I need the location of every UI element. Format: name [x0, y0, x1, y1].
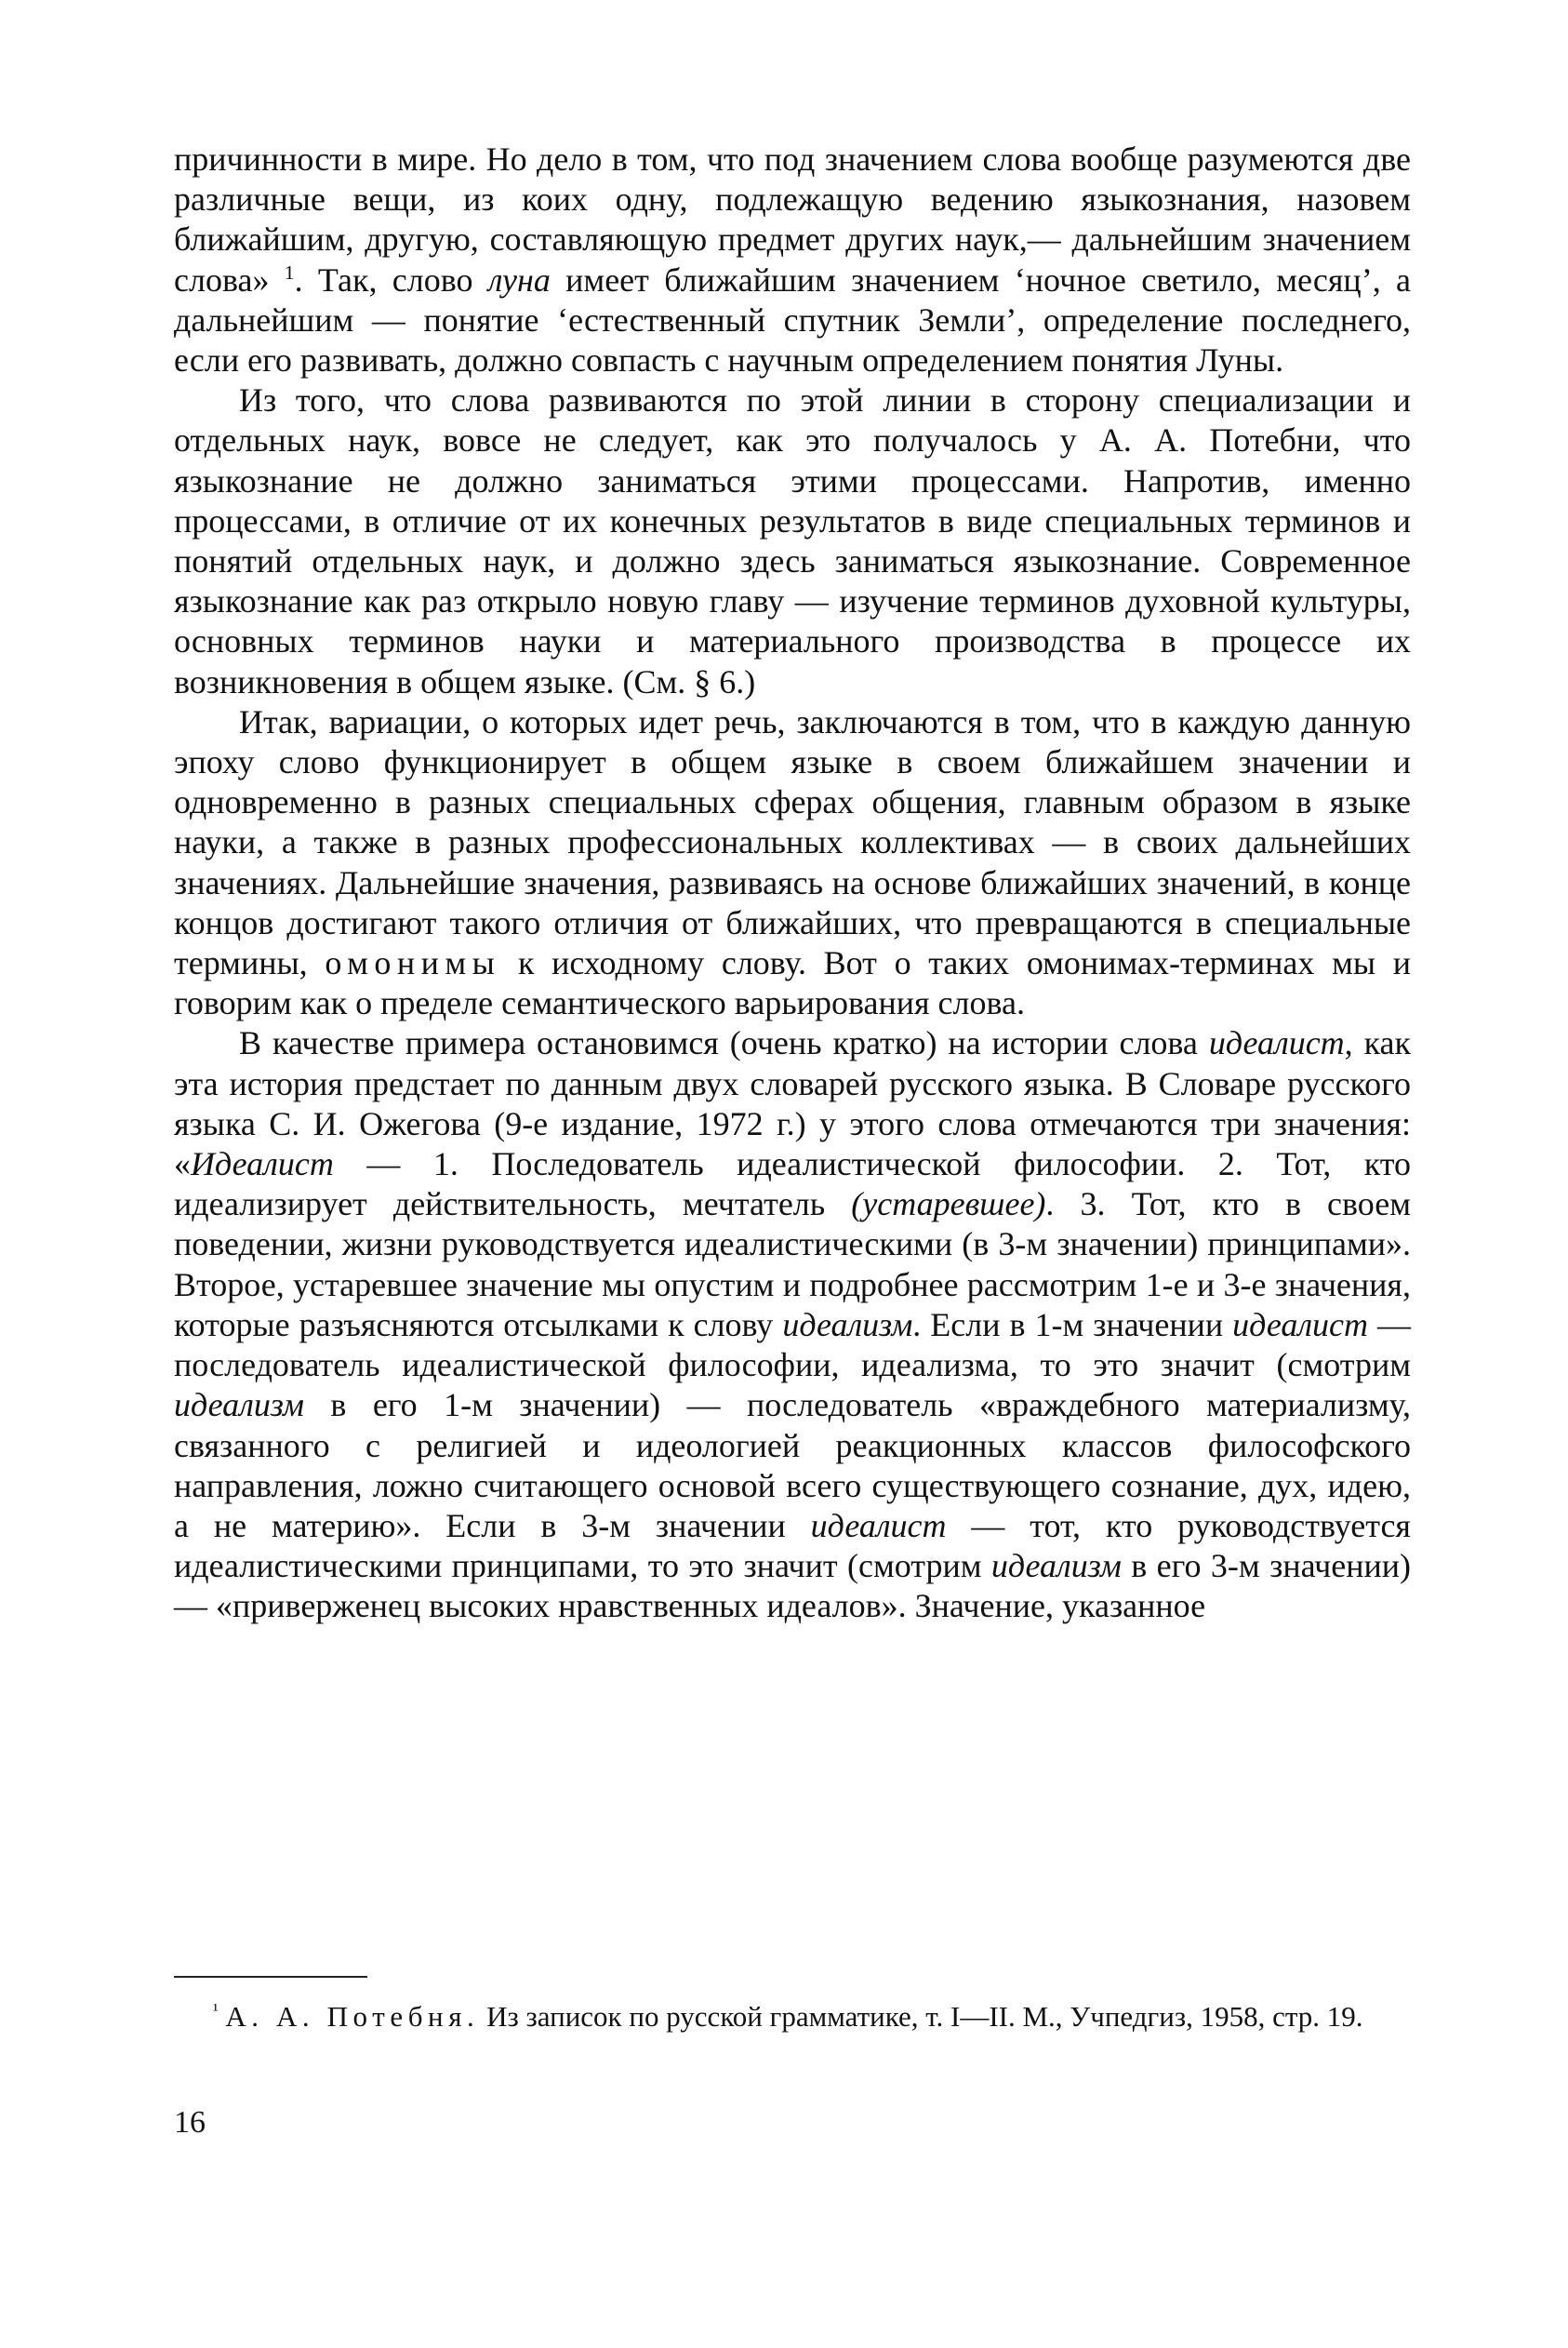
paragraph-4-part-1: В качестве примера остановимся (очень кратко) на истории слова	[239, 1024, 1209, 1062]
italic-word-ustarevshee: (устаревшее)	[851, 1185, 1046, 1223]
paragraph-1-part-1: причинности в мире. Но дело в том, что под значением слова вообще разумеются две различные вещи, из коих одну, подлежащую ведению языкознания, назовем ближайшим, другую, составляющую предмет других наук,— дальнейшим значением слова»	[174, 140, 1411, 299]
footnote	[174, 1998, 1411, 2035]
paragraph-4-part-4: . 3. Тот, кто в своем поведении, жизни руководствуется идеалистическими (в 3-м значении) принципами». Второе, устаревшее значение мы опустим и подробнее рассмотрим 1-е и 3-е значения, которые разъясняются отсылками к слову	[174, 1185, 1411, 1343]
footnote-author: А. А. Потебня.	[225, 2000, 480, 2033]
paragraph-2: Из того, что слова развиваются по этой линии в сторону специализации и отдельных наук, вовсе не следует, как это получалось у А. А. Потебни, что языкознание не должно заниматься этими процессами. Напротив, именно процессами, в отличие от их конечных результатов в виде специальных терминов и понятий отдельных наук, и должно здесь заниматься языкознание. Современное языкознание как раз открыло новую главу — изучение терминов духовной культуры, основных терминов науки и материального производства в процессе их возникновения в общем языке. (См. § 6.)	[174, 381, 1411, 700]
italic-word-idealist-3: идеалист	[1232, 1305, 1368, 1343]
paragraph-3-part-2: к исходному слову. Вот о таких омонимах-терминах мы и говорим как о пределе семантического варьирования слова.	[174, 944, 1411, 1022]
italic-word-idealist-4: идеалист	[810, 1506, 947, 1544]
paragraph-1-part-3: имеет ближайшим значением ‘ночное светило, месяц’, а дальнейшим — понятие ‘естественный спутник Земли’, определение последнего, если его развивать, должно совпасть с научным определением понятия Луны.	[174, 260, 1411, 380]
paragraph-3	[174, 702, 1411, 1024]
italic-word-luna: луна	[487, 260, 551, 299]
paragraph-4-part-2: , как эта история предстает по данным двух словарей русского языка. В Словаре русского языка С. И. Ожегова (9-е издание, 1972 г.) у этого слова отмечаются три значения: «	[174, 1024, 1412, 1183]
page-number: 16	[174, 2105, 206, 2140]
paragraph-4-part-9: в его 3-м значении) — «приверженец высоких нравственных идеалов». Значение, указанное	[174, 1547, 1411, 1625]
footnote-text: Из записок по русской грамматике, т. I—II. М., Учпедгиз, 1958, стр. 19.	[486, 2000, 1363, 2033]
paragraph-3-part-1: Итак, вариации, о которых идет речь, заключаются в том, что в каждую данную эпоху слово функционирует в общем языке в своем ближайшем значении и одновременно в разных специальных сферах общения, главным образом в языке науки, а также в разных профессиональных коллективах — в своих дальнейших значениях. Дальнейшие значения, развиваясь на основе ближайших значений, в конце концов достигают такого отличия от ближайших, что превращаются в специальные термины,	[174, 702, 1411, 982]
footnote-reference: 1	[284, 260, 295, 284]
italic-word-idealizm-2: идеализм	[174, 1386, 304, 1424]
page-body	[174, 140, 1411, 1627]
spaced-word-omonimy: омонимы	[325, 944, 501, 982]
paragraph-4	[174, 1023, 1411, 1626]
paragraph-1-part-2: . Так, слово	[294, 260, 488, 299]
paragraph-4-part-6: — последователь идеалистической философии, идеализма, то это значит (смотрим	[174, 1305, 1411, 1384]
paragraph-4-part-7: в его 1-м значении) — последователь «враждебного материализму, связанного с религией и идеологией реакционных классов философского направления, ложно считающего основой всего существующего сознание, дух, идею, а не материю». Если в 3-м значении	[174, 1386, 1411, 1544]
paragraph-4-part-5: . Если в 1-м значении	[912, 1305, 1233, 1343]
paragraph-1	[174, 140, 1411, 380]
italic-word-idealist-2: Идеалист	[191, 1145, 334, 1183]
italic-word-idealizm-3: идеализм	[990, 1547, 1122, 1585]
footnote-divider	[174, 1976, 367, 1978]
paragraph-4-part-8: — тот, кто руководствуется идеалистическими принципами, то это значит (смотрим	[174, 1506, 1411, 1585]
paragraph-4-part-3: — 1. Последователь идеалистической философии. 2. Тот, кто идеализирует действительность, мечтатель	[174, 1145, 1411, 1223]
footnote-marker: ¹	[213, 2000, 219, 2021]
italic-word-idealist: идеалист	[1208, 1024, 1345, 1062]
italic-word-idealizm: идеализм	[782, 1305, 913, 1343]
